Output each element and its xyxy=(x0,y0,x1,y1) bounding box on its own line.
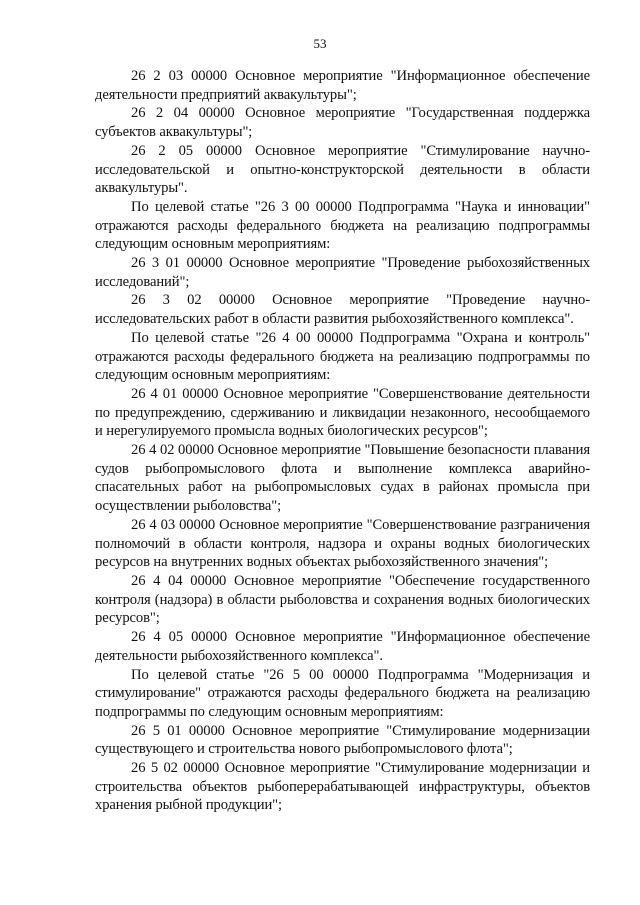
paragraph: 26 4 04 00000 Основное мероприятие "Обеспечение государственного контроля (надзора) в области рыболовства и сохранения водных биологических ресурсов"; xyxy=(95,572,590,627)
page-number: 53 xyxy=(313,36,327,51)
document-body xyxy=(95,67,590,815)
paragraph: 26 4 02 00000 Основное мероприятие "Повышение безопасности плавания судов рыбопромыслового флота и выполнение комплекса аварийно-спасательных работ на рыбопромысловых судах в районах промысла при осуществлении рыболовства"; xyxy=(95,442,590,515)
paragraph: 26 2 05 00000 Основное мероприятие "Стимулирование научно-исследовательской и опытно-конструкторской деятельности в области аквакультуры". xyxy=(95,142,590,197)
paragraph: 26 4 05 00000 Основное мероприятие "Информационное обеспечение деятельности рыбохозяйственного комплекса". xyxy=(95,629,590,664)
paragraph: 26 2 03 00000 Основное мероприятие "Информационное обеспечение деятельности предприятий аквакультуры"; xyxy=(95,68,590,103)
paragraph: 26 5 01 00000 Основное мероприятие "Стимулирование модернизации существующего и строительства нового рыбопромыслового флота"; xyxy=(95,722,590,758)
paragraph: 26 5 02 00000 Основное мероприятие "Стимулирование модернизации и строительства объектов рыбоперерабатывающей инфраструктуры, объектов хранения рыбной продукции"; xyxy=(95,760,590,814)
paragraph: 26 2 04 00000 Основное мероприятие "Государственная поддержка субъектов аквакультуры"; xyxy=(95,105,590,141)
paragraph: 26 3 02 00000 Основное мероприятие "Проведение научно-исследовательских работ в области развития рыбохозяйственного комплекса". xyxy=(95,292,590,328)
paragraph: 26 4 01 00000 Основное мероприятие "Совершенствование деятельности по предупреждению, сдерживанию и ликвидации незаконного, несообщаемого и нерегулируемого промысла водных биологических ресурсов"; xyxy=(95,385,590,440)
paragraph: По целевой статье "26 5 00 00000 Подпрограмма "Модернизация и стимулирование" отражаются расходы федерального бюджета на реализацию подпрограммы по следующим основным мероприятиям: xyxy=(95,666,590,720)
paragraph: 26 4 03 00000 Основное мероприятие "Совершенствование разграничения полномочий в области контроля, надзора и охраны водных биологических ресурсов на внутренних водных объектах рыбохозяйственного значения"; xyxy=(95,516,590,571)
paragraph: По целевой статье "26 4 00 00000 Подпрограмма "Охрана и контроль" отражаются расходы федерального бюджета на реализацию подпрограммы по следующим основным мероприятиям: xyxy=(95,329,590,384)
paragraph: По целевой статье "26 3 00 00000 Подпрограмма "Наука и инновации" отражаются расходы федерального бюджета на реализацию подпрограммы следующим основным мероприятиям: xyxy=(95,198,590,253)
paragraph: 26 3 01 00000 Основное мероприятие "Проведение рыбохозяйственных исследований"; xyxy=(95,255,590,290)
